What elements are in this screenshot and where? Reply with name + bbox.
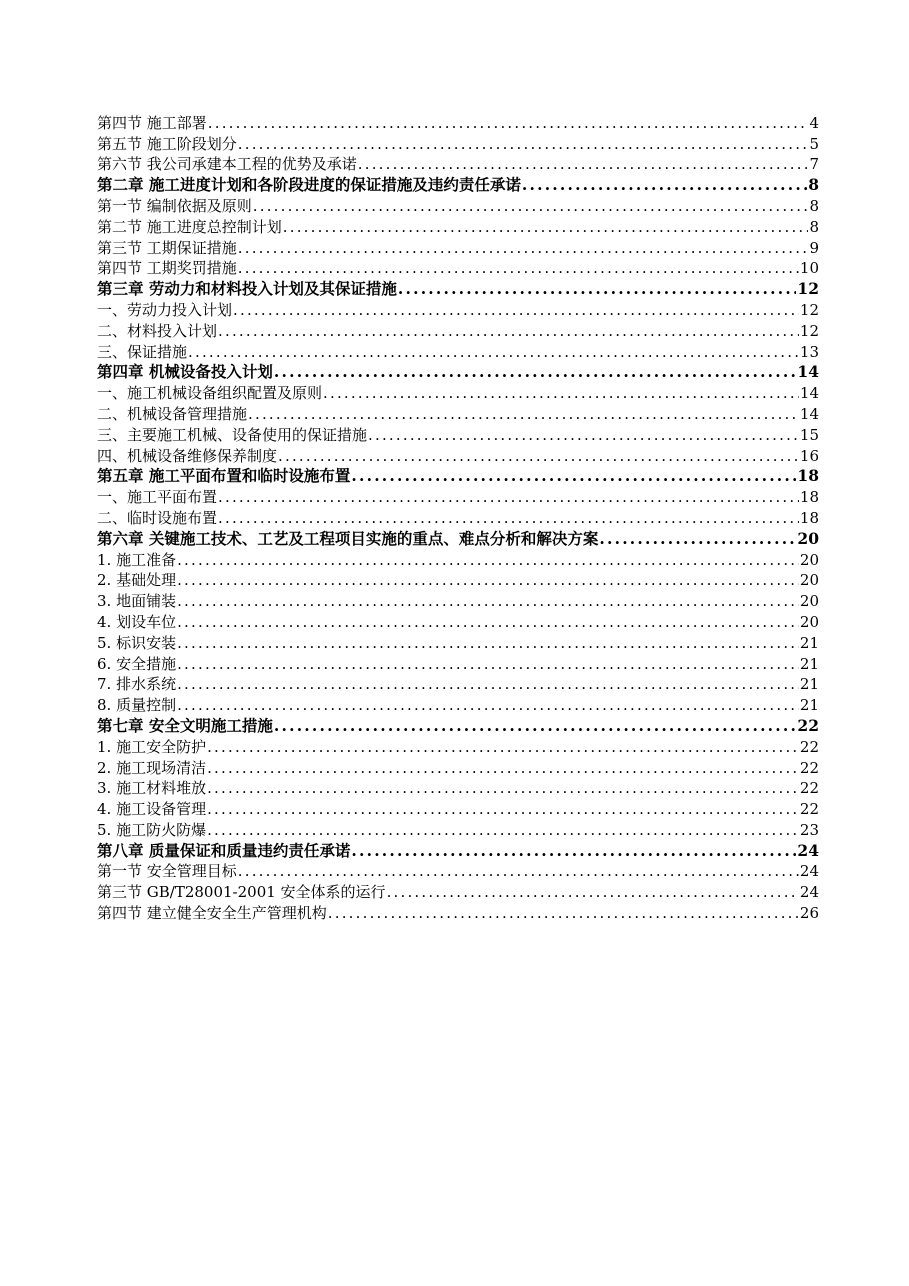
toc-entry[interactable]	[97, 611, 819, 632]
toc-entry[interactable]	[97, 861, 819, 882]
toc-leader-dots	[177, 550, 799, 570]
toc-entry-label: 第四节 建立健全安全生产管理机构	[97, 904, 327, 923]
toc-leader-dots	[207, 758, 799, 778]
toc-leader-dots	[522, 175, 807, 195]
toc-leader-dots	[283, 217, 809, 237]
toc-entry-page-number: 21	[799, 654, 819, 673]
toc-chapter-entry[interactable]	[97, 840, 819, 861]
toc-entry-page-number: 20	[797, 528, 819, 548]
toc-entry-page-number: 18	[799, 508, 819, 527]
toc-entry-label: 第一节 安全管理目标	[97, 862, 237, 881]
toc-entry[interactable]	[97, 736, 819, 757]
toc-entry-page-number: 12	[799, 321, 819, 340]
toc-entry[interactable]	[97, 590, 819, 611]
toc-entry[interactable]	[97, 881, 819, 902]
toc-entry-label: 二、机械设备管理措施	[97, 404, 248, 423]
toc-entry[interactable]	[97, 258, 819, 279]
toc-entry-label: 第二节 施工进度总控制计划	[97, 217, 282, 236]
toc-entry-page-number: 13	[799, 342, 819, 361]
toc-entry-label: 第三节 工期保证措施	[97, 238, 237, 257]
toc-entry[interactable]	[97, 798, 819, 819]
toc-entry-page-number: 4	[809, 113, 819, 132]
toc-entry-page-number: 24	[797, 840, 819, 860]
toc-entry[interactable]	[97, 299, 819, 320]
toc-leader-dots	[188, 342, 799, 362]
toc-entry-page-number: 20	[799, 571, 819, 590]
toc-entry-page-number: 18	[797, 466, 819, 486]
toc-entry-page-number: 24	[799, 883, 819, 902]
toc-entry-label: 5. 施工防火防爆	[97, 820, 207, 839]
toc-entry-label: 一、劳动力投入计划	[97, 300, 233, 319]
toc-entry-label: 三、保证措施	[97, 342, 188, 361]
toc-entry-label: 7. 排水系统	[97, 675, 177, 694]
toc-entry-label: 四、机械设备维修保养制度	[97, 446, 278, 465]
toc-leader-dots	[218, 321, 799, 341]
toc-leader-dots	[248, 404, 799, 424]
toc-entry[interactable]	[97, 694, 819, 715]
toc-entry-page-number: 20	[799, 550, 819, 569]
toc-entry-label: 第八章 质量保证和质量违约责任承诺	[97, 840, 351, 860]
toc-leader-dots	[177, 654, 799, 674]
toc-entry-label: 三、主要施工机械、设备使用的保证措施	[97, 425, 368, 444]
toc-entry[interactable]	[97, 195, 819, 216]
toc-leader-dots	[238, 861, 799, 881]
toc-entry-label: 3. 地面铺装	[97, 592, 177, 611]
toc-entry-page-number: 9	[809, 238, 819, 257]
toc-entry-label: 1. 施工准备	[97, 550, 177, 569]
toc-entry-label: 2. 基础处理	[97, 571, 177, 590]
toc-leader-dots	[351, 841, 796, 861]
toc-leader-dots	[207, 778, 799, 798]
toc-entry-label: 4. 施工设备管理	[97, 800, 207, 819]
toc-entry-label: 第四节 工期奖罚措施	[97, 259, 237, 278]
toc-entry-page-number: 7	[809, 155, 819, 174]
toc-entry[interactable]	[97, 757, 819, 778]
toc-chapter-entry[interactable]	[97, 174, 819, 195]
toc-entry-label: 8. 质量控制	[97, 696, 177, 715]
toc-entry-page-number: 14	[799, 404, 819, 423]
toc-entry[interactable]	[97, 819, 819, 840]
toc-entry-page-number: 21	[799, 633, 819, 652]
toc-entry-page-number: 5	[809, 134, 819, 153]
toc-entry-label: 第五节 施工阶段划分	[97, 134, 237, 153]
toc-entry-page-number: 22	[799, 737, 819, 756]
toc-chapter-entry[interactable]	[97, 528, 819, 549]
toc-entry-label: 第三章 劳动力和材料投入计划及其保证措施	[97, 279, 397, 299]
toc-entry-label: 一、施工机械设备组织配置及原则	[97, 384, 323, 403]
toc-entry[interactable]	[97, 549, 819, 570]
toc-entry[interactable]	[97, 403, 819, 424]
toc-leader-dots	[238, 258, 799, 278]
toc-entry-label: 第五章 施工平面布置和临时设施布置	[97, 466, 351, 486]
toc-entry-page-number: 15	[799, 425, 819, 444]
toc-leader-dots	[177, 674, 799, 694]
toc-leader-dots	[387, 882, 799, 902]
toc-leader-dots	[253, 196, 809, 216]
toc-entry[interactable]	[97, 154, 819, 175]
toc-entry-label: 二、临时设施布置	[97, 508, 218, 527]
toc-entry-label: 6. 安全措施	[97, 654, 177, 673]
toc-entry[interactable]	[97, 237, 819, 258]
toc-entry-page-number: 14	[797, 362, 819, 382]
toc-entry-label: 第六章 关键施工技术、工艺及工程项目实施的重点、难点分析和解决方案	[97, 528, 599, 548]
toc-leader-dots	[398, 279, 797, 299]
toc-entry-label: 1. 施工安全防护	[97, 737, 207, 756]
toc-entry[interactable]	[97, 674, 819, 695]
toc-entry-page-number: 18	[799, 488, 819, 507]
toc-entry-label: 5. 标识安装	[97, 633, 177, 652]
toc-entry[interactable]	[97, 507, 819, 528]
toc-leader-dots	[177, 633, 799, 653]
toc-leader-dots	[177, 591, 799, 611]
toc-entry[interactable]	[97, 902, 819, 923]
toc-leader-dots	[368, 425, 799, 445]
toc-chapter-entry[interactable]	[97, 466, 819, 487]
toc-leader-dots	[207, 799, 799, 819]
toc-entry-page-number: 24	[799, 862, 819, 881]
toc-entry[interactable]	[97, 653, 819, 674]
toc-leader-dots	[218, 508, 799, 528]
toc-leader-dots	[599, 529, 796, 549]
toc-entry-label: 第七章 安全文明施工措施	[97, 715, 273, 735]
toc-leader-dots	[238, 238, 809, 258]
toc-entry[interactable]	[97, 341, 819, 362]
toc-entry[interactable]	[97, 570, 819, 591]
toc-entry-page-number: 20	[799, 612, 819, 631]
toc-entry-page-number: 23	[799, 820, 819, 839]
toc-leader-dots	[278, 446, 799, 466]
toc-chapter-entry[interactable]	[97, 715, 819, 736]
toc-entry-page-number: 21	[799, 696, 819, 715]
toc-entry-page-number: 8	[808, 175, 819, 195]
toc-leader-dots	[323, 383, 799, 403]
toc-entry-label: 第六节 我公司承建本工程的优势及承诺	[97, 155, 357, 174]
toc-leader-dots	[218, 487, 799, 507]
toc-entry-label: 二、材料投入计划	[97, 321, 218, 340]
toc-leader-dots	[207, 820, 799, 840]
toc-entry-label: 第三节 GB/T28001-2001 安全体系的运行	[97, 883, 386, 902]
toc-entry-page-number: 14	[799, 384, 819, 403]
toc-entry[interactable]	[97, 320, 819, 341]
toc-chapter-entry[interactable]	[97, 362, 819, 383]
toc-entry[interactable]	[97, 445, 819, 466]
toc-entry-page-number: 26	[799, 904, 819, 923]
toc-entry-page-number: 21	[799, 675, 819, 694]
toc-entry[interactable]	[97, 382, 819, 403]
toc-entry-page-number: 12	[797, 279, 819, 299]
toc-entry-page-number: 8	[809, 217, 819, 236]
toc-leader-dots	[233, 300, 799, 320]
toc-entry-label: 第四章 机械设备投入计划	[97, 362, 273, 382]
toc-leader-dots	[328, 903, 799, 923]
toc-leader-dots	[177, 695, 799, 715]
toc-entry-page-number: 10	[799, 259, 819, 278]
toc-entry-page-number: 22	[799, 779, 819, 798]
toc-entry[interactable]	[97, 424, 819, 445]
toc-entry-label: 第一节 编制依据及原则	[97, 196, 252, 215]
toc-entry-page-number: 8	[809, 196, 819, 215]
toc-entry-page-number: 16	[799, 446, 819, 465]
toc-entry[interactable]	[97, 112, 819, 133]
toc-entry[interactable]	[97, 216, 819, 237]
toc-entry-label: 4. 划设车位	[97, 612, 177, 631]
toc-entry[interactable]	[97, 778, 819, 799]
toc-entry-label: 第二章 施工进度计划和各阶段进度的保证措施及违约责任承诺	[97, 175, 521, 195]
toc-chapter-entry[interactable]	[97, 278, 819, 299]
toc-leader-dots	[207, 737, 799, 757]
toc-entry-page-number: 22	[797, 715, 819, 735]
toc-entry[interactable]	[97, 632, 819, 653]
toc-entry-label: 3. 施工材料堆放	[97, 779, 207, 798]
toc-leader-dots	[238, 134, 809, 154]
toc-entry[interactable]	[97, 486, 819, 507]
toc-entry-page-number: 22	[799, 758, 819, 777]
toc-entry-page-number: 20	[799, 592, 819, 611]
toc-leader-dots	[351, 466, 796, 486]
toc-leader-dots	[358, 154, 809, 174]
toc-entry[interactable]	[97, 133, 819, 154]
toc-entry-label: 2. 施工现场清洁	[97, 758, 207, 777]
toc-leader-dots	[177, 570, 799, 590]
toc-leader-dots	[177, 612, 799, 632]
toc-entry-label: 一、施工平面布置	[97, 488, 218, 507]
table-of-contents	[97, 112, 819, 923]
toc-leader-dots	[274, 716, 797, 736]
toc-leader-dots	[208, 113, 809, 133]
toc-entry-label: 第四节 施工部署	[97, 113, 207, 132]
toc-entry-page-number: 12	[799, 300, 819, 319]
toc-leader-dots	[274, 362, 797, 382]
toc-entry-page-number: 22	[799, 800, 819, 819]
